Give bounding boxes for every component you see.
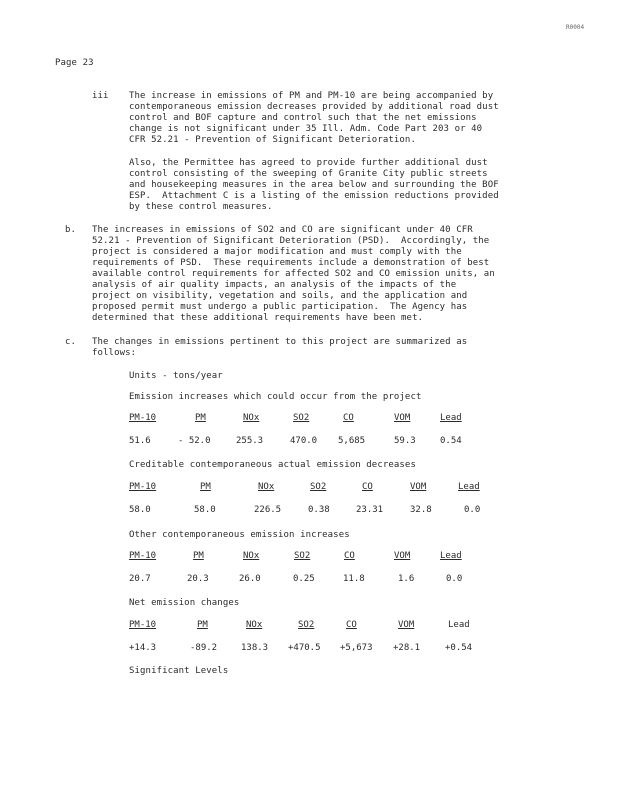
value-cell: 32.8: [410, 505, 432, 515]
value-cell: 51.6: [129, 436, 151, 446]
value-cell: 23.31: [356, 505, 384, 515]
col-so2-header: SO2: [298, 620, 315, 630]
value-cell: +0.54: [445, 643, 473, 653]
value-cell: 59.3: [394, 436, 416, 446]
value-cell: 58.0: [129, 505, 151, 515]
value-cell: +14.3: [129, 643, 157, 653]
col-lead-header: Lead: [458, 482, 480, 492]
col-co-header: CO: [343, 413, 354, 423]
section-4-values-row: [0, 643, 618, 731]
units-label: Units - tons/year: [129, 371, 223, 381]
item-b-line-7: project on visibility, vegetation and soils, and the application and: [92, 291, 468, 301]
section-2-title: Creditable contemporaneous actual emission decreases: [129, 460, 416, 470]
col-lead-header: Lead: [440, 413, 462, 423]
col-so2-header: SO2: [294, 551, 311, 561]
value-cell: 0.0: [464, 505, 481, 515]
item-b-line-6: analysis of air quality impacts, an analysis of the impacts of the: [92, 280, 457, 290]
document-stamp: R0004: [566, 24, 585, 31]
item-iii-line-3: control and BOF capture and control such that the net emissions: [129, 113, 477, 123]
item-b-line-9: determined that these additional requirements have been met.: [92, 313, 424, 323]
value-cell: 5,685: [338, 436, 366, 446]
col-co-header: CO: [344, 551, 355, 561]
value-cell: 20.7: [129, 574, 151, 584]
item-b-line-5: available control requirements for affected SO2 and CO emission units, an: [92, 269, 495, 279]
value-cell: +470.5: [288, 643, 321, 653]
item-b-marker: b.: [65, 225, 77, 235]
item-c-line-1: The changes in emissions pertinent to this project are summarized as: [92, 337, 468, 347]
value-cell: 0.54: [440, 436, 462, 446]
col-vom-header: VOM: [398, 620, 415, 630]
value-cell: 1.6: [398, 574, 415, 584]
value-cell: - 52.0: [178, 436, 211, 446]
item-iii-also-line-1: Also, the Permittee has agreed to provide further additional dust: [129, 158, 488, 168]
col-vom-header: VOM: [410, 482, 427, 492]
col-co-header: CO: [362, 482, 373, 492]
value-cell: +28.1: [393, 643, 421, 653]
item-b-line-8: proposed permit must undergo a public participation. The Agency has: [92, 302, 468, 312]
item-iii-also-line-2: control consisting of the sweeping of Granite City public streets: [129, 169, 488, 179]
col-vom-header: VOM: [394, 413, 411, 423]
col-nox-header: NOx: [243, 551, 260, 561]
section-1-title: Emission increases which could occur from the project: [129, 392, 422, 402]
value-cell: 26.0: [239, 574, 261, 584]
col-nox-header: NOx: [258, 482, 275, 492]
section-3-title: Other contemporaneous emission increases: [129, 530, 350, 540]
item-c-marker: c.: [65, 337, 77, 347]
value-cell: 0.38: [308, 505, 330, 515]
col-co-header: CO: [346, 620, 357, 630]
item-b-line-4: requirements of PSD. These requirements include a demonstration of best: [92, 258, 490, 268]
page-number: Page 23: [55, 58, 94, 68]
value-cell: 470.0: [290, 436, 318, 446]
value-cell: -89.2: [190, 643, 218, 653]
col-pm10-header: PM-10: [129, 620, 157, 630]
col-pm-header: PM: [197, 620, 208, 630]
item-iii-also-line-5: by these control measures.: [129, 202, 273, 212]
item-iii-line-5: CFR 52.21 - Prevention of Significant Deterioration.: [129, 135, 416, 145]
value-cell: 255.3: [236, 436, 264, 446]
col-so2-header: SO2: [293, 413, 310, 423]
item-b-line-3: project is considered a major modification and must comply with the: [92, 247, 462, 257]
col-pm-header: PM: [195, 413, 206, 423]
value-cell: 20.3: [187, 574, 209, 584]
value-cell: 226.5: [254, 505, 282, 515]
item-iii-line-4: change is not significant under 35 Ill. Adm. Code Part 203 or 40: [129, 124, 483, 134]
col-nox-header: NOx: [246, 620, 263, 630]
col-vom-header: VOM: [394, 551, 411, 561]
item-iii-line-1: The increase in emissions of PM and PM-10 are being accompanied by: [129, 91, 494, 101]
value-cell: 0.0: [446, 574, 463, 584]
item-b-line-1: The increases in emissions of SO2 and CO are significant under 40 CFR: [92, 225, 473, 235]
value-cell: +5,673: [340, 643, 373, 653]
value-cell: 0.25: [293, 574, 315, 584]
col-pm10-header: PM-10: [129, 413, 157, 423]
item-b-line-2: 52.21 - Prevention of Significant Deterioration (PSD). Accordingly, the: [92, 236, 490, 246]
col-lead-header: Lead: [440, 551, 462, 561]
col-lead-header: Lead: [448, 620, 470, 630]
value-cell: 11.8: [343, 574, 365, 584]
col-pm-header: PM: [193, 551, 204, 561]
col-pm10-header: PM-10: [129, 551, 157, 561]
item-iii-also-line-4: ESP. Attachment C is a listing of the emission reductions provided: [129, 191, 499, 201]
item-iii-line-2: contemporaneous emission decreases provided by additional road dust: [129, 102, 499, 112]
item-c-line-2: follows:: [92, 348, 137, 358]
item-iii-also-line-3: and housekeeping measures in the area below and surrounding the BOF: [129, 180, 499, 190]
section-4-title: Net emission changes: [129, 598, 240, 608]
item-iii-marker: iii: [92, 91, 109, 101]
col-so2-header: SO2: [310, 482, 327, 492]
value-cell: 138.3: [241, 643, 269, 653]
col-pm-header: PM: [200, 482, 211, 492]
col-pm10-header: PM-10: [129, 482, 157, 492]
significant-levels-heading: Significant Levels: [129, 666, 229, 676]
value-cell: 58.0: [194, 505, 216, 515]
col-nox-header: NOx: [243, 413, 260, 423]
